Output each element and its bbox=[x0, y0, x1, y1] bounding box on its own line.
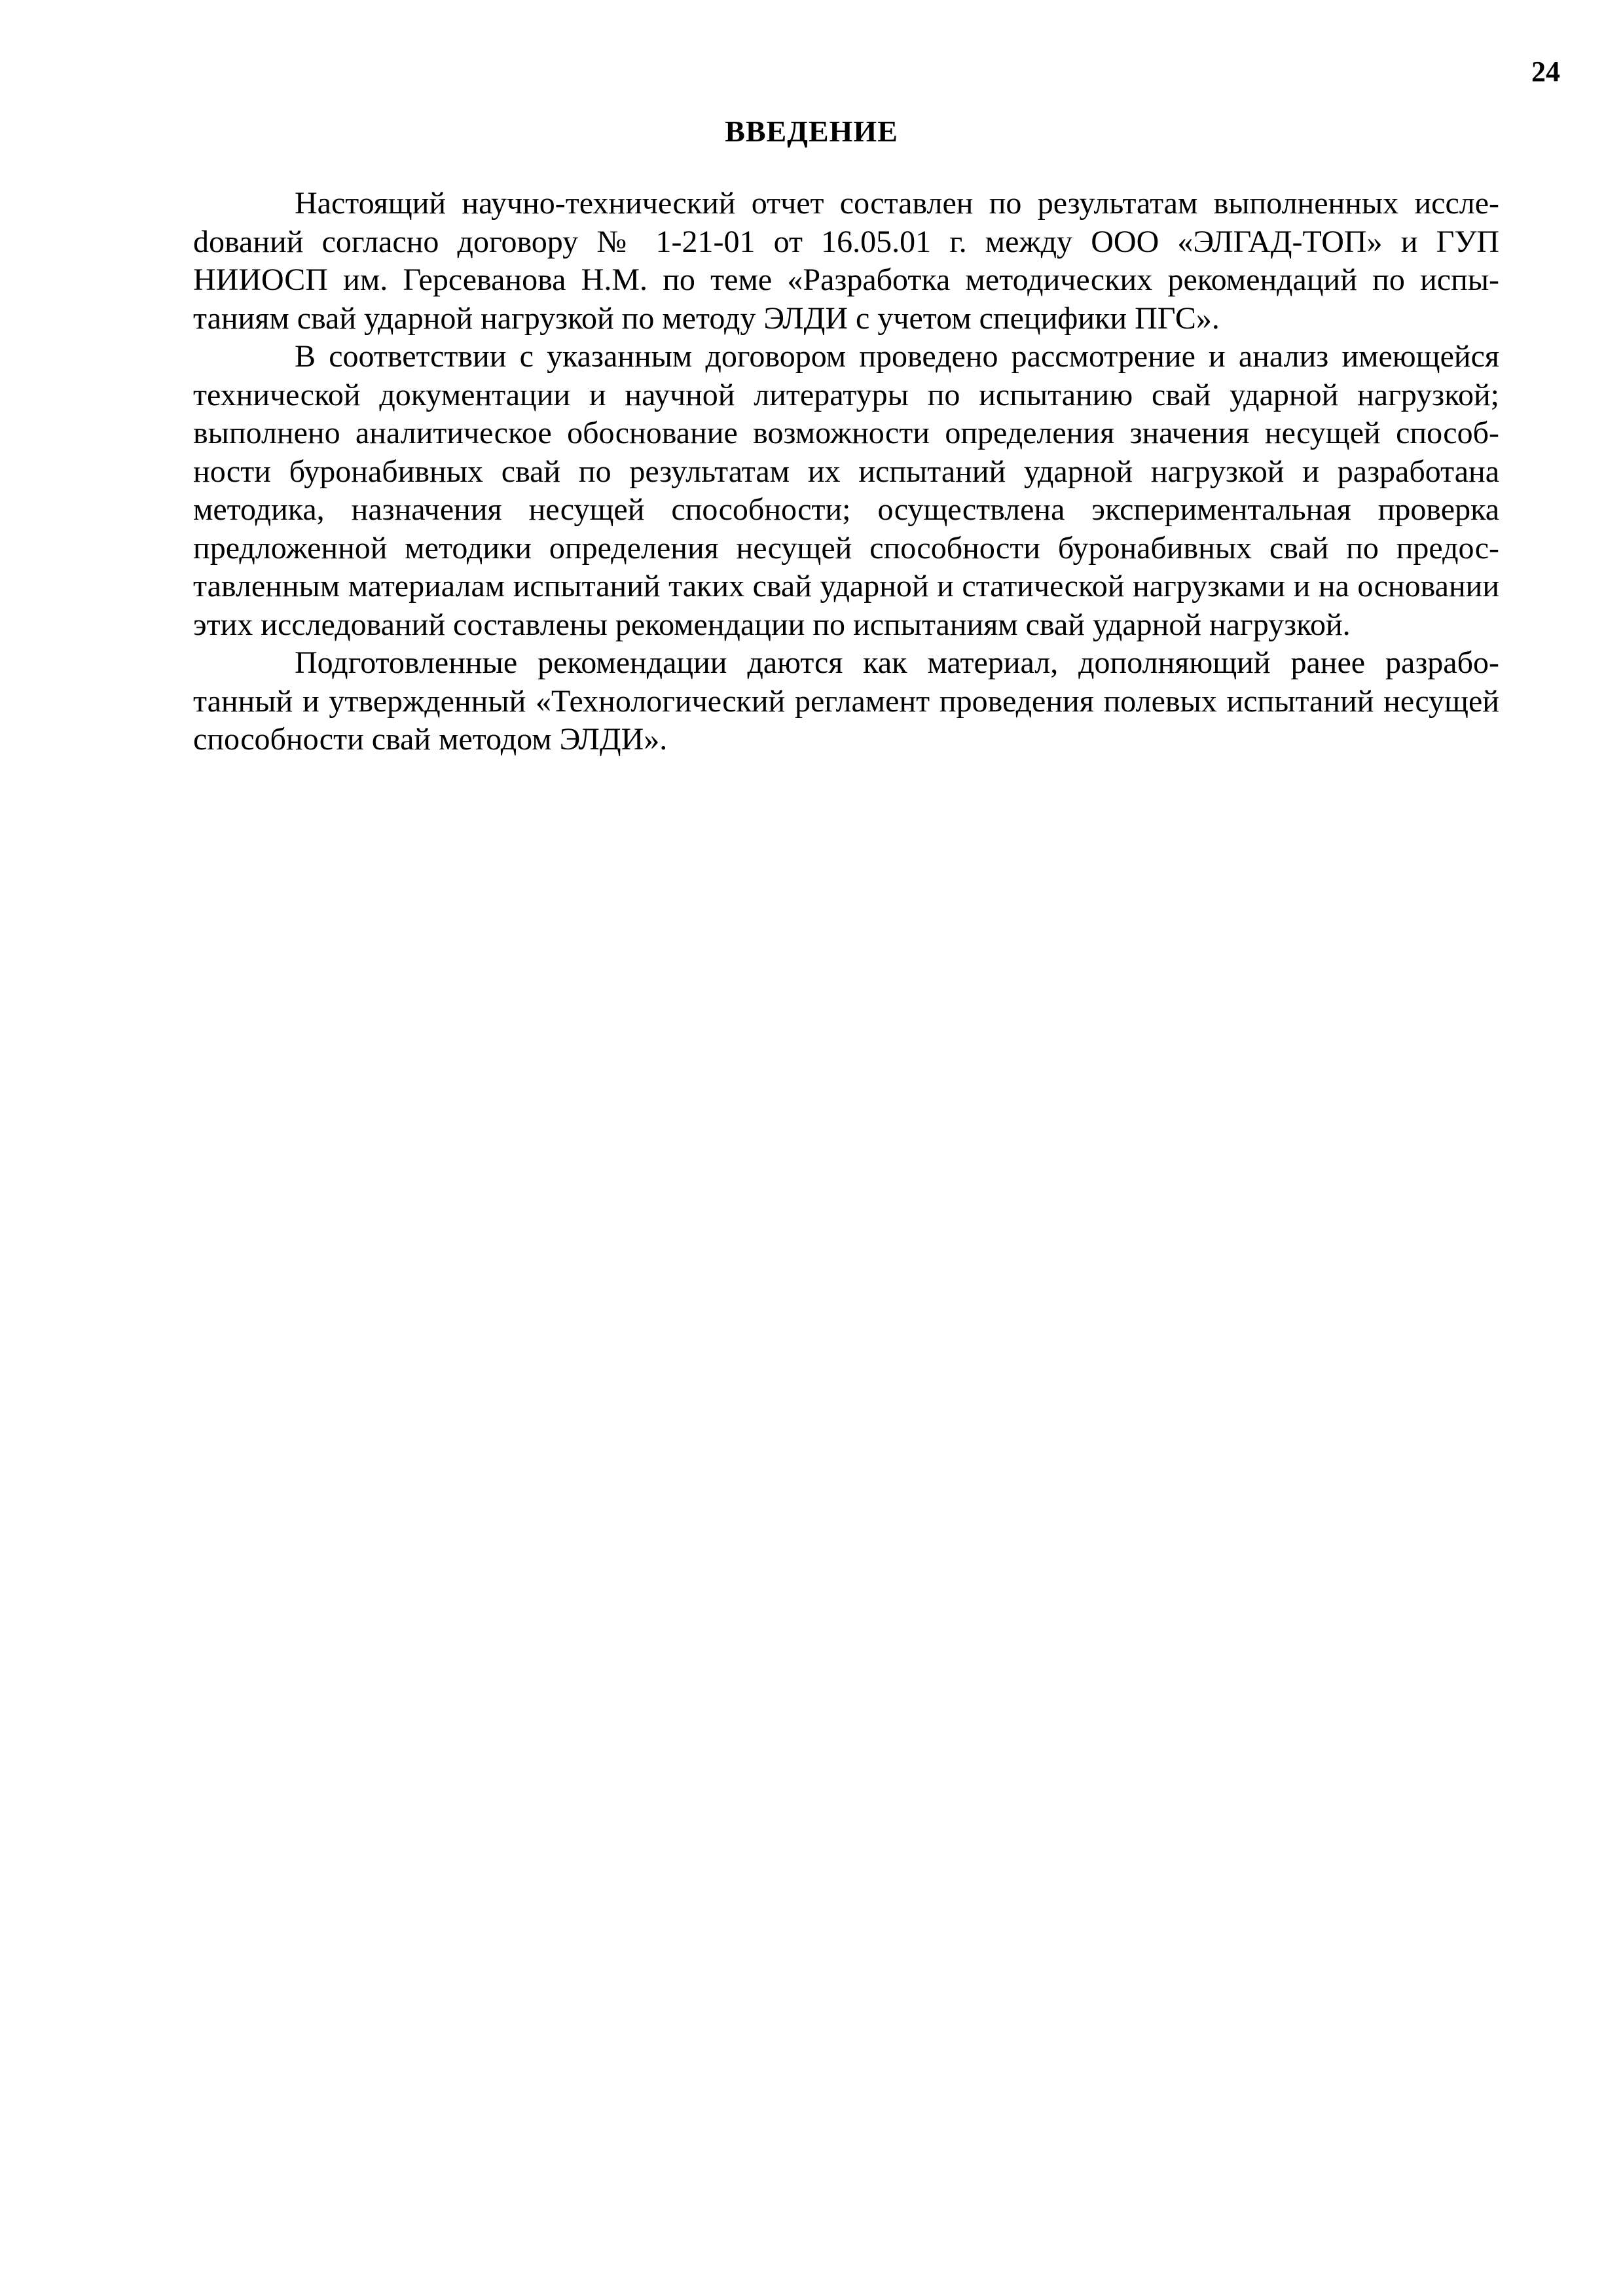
paragraph: Подготовленные рекомендации даются как материал, дополняющий ранее разработанный и утвержденный «Технологический регламент проведения полевых испытаний несущей способности свай методом ЭЛДИ». bbox=[193, 645, 1499, 757]
body-text bbox=[193, 185, 1499, 759]
paragraph: Настоящий научно-технический отчет составлен по результатам выполненных исслеdований согласно договору № 1-21-01 от 16.05.01 г. между ООО «ЭЛГАД-ТОП» и ГУП НИИОСП им. Герсеванова Н.М. по теме «Разработка методических рекомендаций по испытаниям свай ударной нагрузкой по методу ЭЛДИ с учетом специфики ПГС». bbox=[193, 186, 1499, 336]
section-heading: ВВЕДЕНИЕ bbox=[725, 115, 898, 148]
page-number: 24 bbox=[1531, 56, 1560, 88]
paragraph: В соответствии с указанным договором проведено рассмотрение и анализ имеющейся технической документации и научной литературы по испытанию свай ударной нагрузкой; выполнено аналитическое обоснование возможности определения значения несущей способности буронабивных свай по результатам их испытаний ударной нагрузкой и разработана методика, назначения несущей способности; осуществлена экспериментальная проверка предложенной методики определения несущей способности буронабивных свай по предоставленным материалам испытаний таких свай ударной и статической нагрузками и на основании этих исследований составлены рекомендации по испытаниям свай ударной нагрузкой. bbox=[193, 339, 1499, 642]
